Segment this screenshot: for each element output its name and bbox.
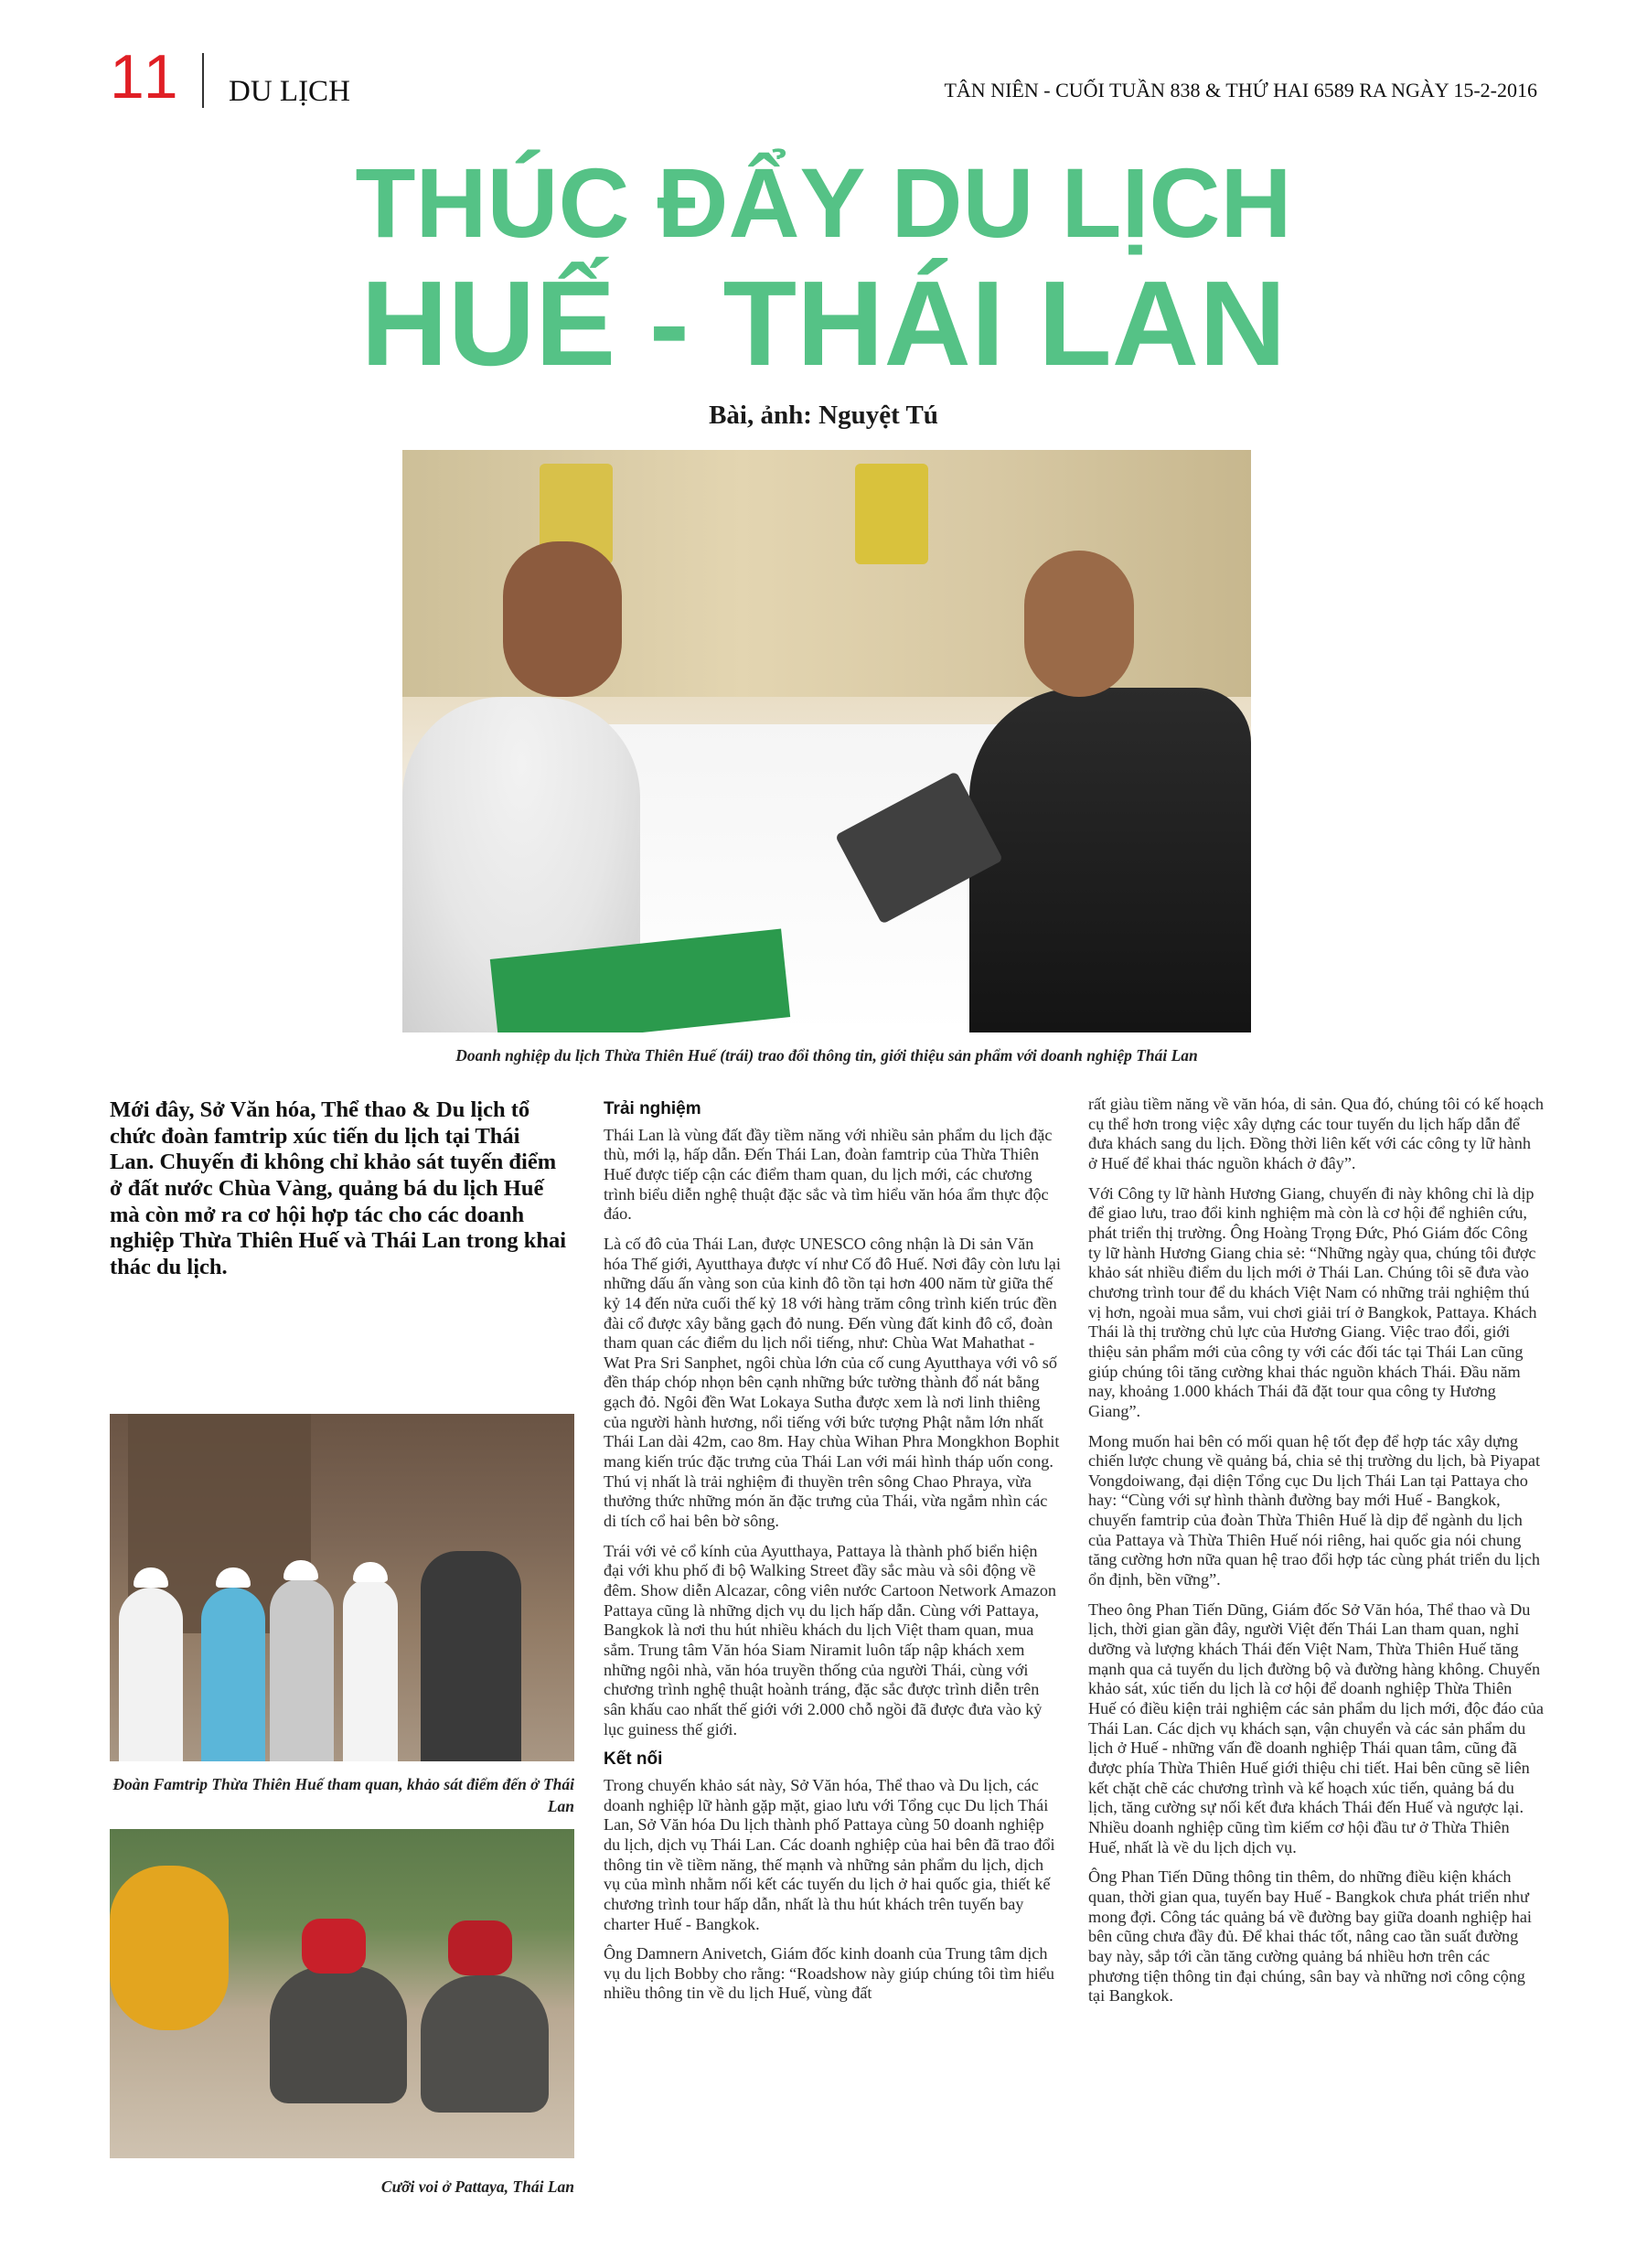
section-label: DU LỊCH xyxy=(229,75,350,108)
hard-hat-icon xyxy=(353,1562,388,1582)
subheading-ket-noi: Kết nối xyxy=(604,1749,663,1770)
photo-visitor xyxy=(201,1588,265,1761)
lead-paragraph: Mới đây, Sở Văn hóa, Thể thao & Du lịch tổ chức đoàn famtrip xúc tiến du lịch tại Thái Lan. Chuyến đi không chỉ khảo sát tuyến điểm ở đất nước Chùa Vàng, quảng bá du lịch Huế mà còn mở ra cơ hội hợp tác cho các doanh nghiệp Thừa Thiên Huế và Thái Lan trong khai thác du lịch. xyxy=(110,1097,566,1279)
headline-line-2: HUẾ - THÁI LAN xyxy=(360,256,1287,390)
headline-line-1: THÚC ĐẨY DU LỊCH xyxy=(355,147,1292,258)
photo-visitor xyxy=(270,1578,334,1761)
photo-visitor xyxy=(421,1551,521,1761)
paragraph: Thái Lan là vùng đất đầy tiềm năng với nhiều sản phẩm du lịch đặc thù, mới lạ, hấp dẫn. Đến Thái Lan, đoàn famtrip của Thừa Thiên Huế được tiếp cận các điểm tham quan, du lịch mới, các chương trình biểu diễn nghệ thuật đặc sắc và tìm hiểu văn hóa ẩm thực độc đáo. xyxy=(604,1125,1053,1224)
paragraph: rất giàu tiềm năng về văn hóa, di sản. Qua đó, chúng tôi có kế hoạch cụ thể hơn trong việc xây dựng các tour tuyến du lịch hấp dẫn để đưa khách sang du lịch. Đồng thời liên kết với các công ty lữ hành ở Huế để khai thác nguồn khách ở đây”. xyxy=(1088,1095,1544,1172)
elephant-icon xyxy=(270,1966,407,2103)
paragraph: Trái với vẻ cổ kính của Ayutthaya, Pattaya là thành phố biển hiện đại với khu phố đi bộ Walking Street đầy sắc màu và sôi động về đêm. Show diễn Alcazar, công viên nước Cartoon Network Amazon Pattaya cũng là những dịch vụ du lịch hấp dẫn. Cùng với Pattaya, Bangkok là nơi thu hút nhiều khách du lịch Việt tham quan, mua sắm. Trung tâm Văn hóa Siam Niramit luôn tấp nập khách xem những ngôi nhà, văn hóa truyền thống của người Thái, cùng với chương trình nghệ thuật hoành tráng, đặc sắc được trình diễn trên sân khấu cao nhất thế giới với 2.000 chỗ ngồi đã được đưa vào kỷ lục guiness thế giới. xyxy=(604,1541,1057,1738)
elephant-photo xyxy=(110,1829,574,2158)
photo-tree xyxy=(110,1866,229,2030)
page-number: 11 xyxy=(110,42,182,112)
header-divider xyxy=(202,53,204,108)
paragraph: Với Công ty lữ hành Hương Giang, chuyến đi này không chỉ là dịp để giao lưu, trao đổi kinh nghiệm mà còn là cơ hội để nghiên cứu, phát triển thị trường. Ông Hoàng Trọng Đức, Phó Giám đốc Công ty lữ hành Hương Giang chia sẻ: “Những ngày qua, chúng tôi được khảo sát nhiều điểm du lịch mới ở Thái Lan. Chúng tôi sẽ đưa vào chương trình tour để du khách Việt Nam có những trải nghiệm thú vị hơn, ngoài mua sắm, vui chơi giải trí ở Bangkok, Pattaya. Khách Thái là thị trường chủ lực của Hương Giang. Việc trao đổi, giới thiệu sản phẩm mới của công ty với các đối tác tại Thái Lan cũng giúp chúng tôi tăng cường khai thác nguồn khách Thái. Đầu năm nay, khoảng 1.000 khách Thái đã đặt tour qua công ty Hương Giang”. xyxy=(1088,1183,1537,1420)
subheading-trai-nghiem: Trải nghiệm xyxy=(604,1099,701,1118)
photo-visitor xyxy=(343,1578,398,1761)
main-photo-caption: Doanh nghiệp du lịch Thừa Thiên Huế (trái) trao đổi thông tin, giới thiệu sản phẩm với doanh nghiệp Thái Lan xyxy=(455,1046,1198,1064)
paragraph: Theo ông Phan Tiến Dũng, Giám đốc Sở Văn hóa, Thể thao và Du lịch, thời gian gần đây, người Việt đến Thái Lan tham quan, nghỉ dưỡng và lượng khách Thái đến Việt Nam, Thừa Thiên Huế tăng mạnh qua cả tuyến du lịch đường bộ và đường hàng không. Chuyến khảo sát, xúc tiến du lịch là cơ hội để doanh nghiệp Thừa Thiên Huế có điều kiện trải nghiệm các sản phẩm du lịch mới, độc đáo của Thái Lan. Các dịch vụ khách sạn, vận chuyển và các sản phẩm du lịch ở Huế - những vấn đề doanh nghiệp Thái quan tâm, cũng đã được phía Thừa Thiên Huế giới thiệu chi tiết. Hai bên cũng sẽ liên kết chặt chẽ các chương trình và kế hoạch xúc tiến, quảng bá du lịch, tăng cường sự nối kết đưa khách Thái đến Huế và ngược lại. Nhiều doanh nghiệp cũng tìm kiếm cơ hội đầu tư ở Thừa Thiên Huế, nhất là về du lịch dịch vụ. xyxy=(1088,1599,1544,1856)
paragraph: Trong chuyến khảo sát này, Sở Văn hóa, Thể thao và Du lịch, các doanh nghiệp lữ hành gặp mặt, giao lưu với Tổng cục Du lịch Thái Lan, Sở Văn hóa Du lịch thành phố Pattaya cùng 50 doanh nghiệp du lịch, dịch vụ Thái Lan. Các doanh nghiệp của hai bên đã trao đổi thông tin về tiềm năng, thế mạnh và những sản phẩm du lịch, dịch vụ của mình nhằm nối kết các tuyến du lịch ở hai quốc gia, thiết kế chương trình tour hấp dẫn, nhất là thu hút khách trên tuyến bay charter Huế - Bangkok. xyxy=(604,1775,1055,1933)
paragraph: Là cố đô của Thái Lan, được UNESCO công nhận là Di sản Văn hóa Thế giới, Ayutthaya được ví như Cố đô Huế. Nơi đây còn lưu lại những dấu ấn vàng son của kinh đô tồn tại hơn 400 năm từ giữa thế kỷ 14 đến nửa cuối thế kỷ 18 với hàng trăm công trình kiến trúc đền đài cổ được xây bằng gạch đỏ nung. Đến vùng đất kinh đô cổ, đoàn tham quan các điểm du lịch nổi tiếng, như: Chùa Wat Mahathat - Wat Pra Sri Sanphet, ngôi chùa lớn của cố cung Ayutthaya với vô số đền tháp chóp nhọn bên cạnh những bức tường thành đổ nát bằng gạch đỏ. Ngôi đền Wat Lokaya Sutha được xem là nơi linh thiêng của người hành hương, nổi tiếng với bức tượng Phật nằm lớn nhất Thái Lan dài 42m, cao 8m. Hay chùa Wihan Phra Mongkhon Bophit mang kiến trúc đặc trưng của Thái Lan với mái hình tháp uốn cong. Thú vị nhất là trải nghiệm đi thuyền trên sông Chao Phraya, vừa thưởng thức những món ăn đặc trưng của Thái, vừa ngắm nhìn các di tích cổ hai bên bờ sông. xyxy=(604,1234,1061,1531)
photo-person-right-head xyxy=(1024,551,1134,697)
elephant-icon xyxy=(421,1975,549,2113)
photo-visitor xyxy=(119,1588,183,1761)
temple-photo-caption: Đoàn Famtrip Thừa Thiên Huế tham quan, khảo sát điểm đến ở Thái Lan xyxy=(112,1775,574,1815)
hard-hat-icon xyxy=(283,1560,318,1580)
elephant-photo-caption: Cưỡi voi ở Pattaya, Thái Lan xyxy=(380,2177,574,2196)
temple-photo xyxy=(110,1414,574,1761)
photo-rider xyxy=(448,1920,512,1975)
photo-person-left-head xyxy=(503,541,622,697)
paragraph: Mong muốn hai bên có mối quan hệ tốt đẹp để hợp tác xây dựng chiến lược chung về quảng bá, chia sẻ thị trường du lịch, bà Piyapat Vongdoiwang, đại diện Tổng cục Du lịch Thái Lan tại Pattaya cho hay: “Cùng với sự hình thành đường bay mới Huế - Bangkok, chuyến famtrip của đoàn Thừa Thiên Huế là dịp để ngành du lịch của Pattaya và Thừa Thiên Huế nói riêng, hai quốc gia nói chung tăng cường hơn nữa quan hệ trao đổi hợp tác cùng phát triển du lịch ổn định, bền vững”. xyxy=(1088,1431,1541,1589)
main-photo xyxy=(402,450,1251,1032)
article-column-3 xyxy=(1088,1095,1544,2017)
byline: Bài, ảnh: Nguyệt Tú xyxy=(709,401,938,430)
photo-rider xyxy=(302,1919,366,1974)
paragraph: Ông Phan Tiến Dũng thông tin thêm, do những điều kiện khách quan, thời gian qua, tuyến bay Huế - Bangkok chưa phát triển như mong đợi. Công tác quảng bá về đường bay giữa doanh nghiệp hai bên cũng chưa đầy đủ. Để khai thác tốt, nâng cao tần suất đường bay này, sắp tới cần tăng cường quảng bá nhiều hơn trên các phương tiện thông tin đại chúng, sân bay và những nơi công cộng tại Bangkok. xyxy=(1088,1867,1532,2006)
photo-banner xyxy=(855,464,928,564)
paragraph: Ông Damnern Anivetch, Giám đốc kinh doanh của Trung tâm dịch vụ du lịch Bobby cho rằng: “Roadshow này giúp chúng tôi tìm hiểu nhiều thông tin về du lịch Huế, vùng đất xyxy=(604,1944,1055,2003)
publication-line: TÂN NIÊN - CUỐI TUẦN 838 & THỨ HAI 6589 RA NGÀY 15-2-2016 xyxy=(944,79,1537,102)
photo-person-right xyxy=(969,688,1251,1032)
article-column-2 xyxy=(604,1099,1061,2014)
